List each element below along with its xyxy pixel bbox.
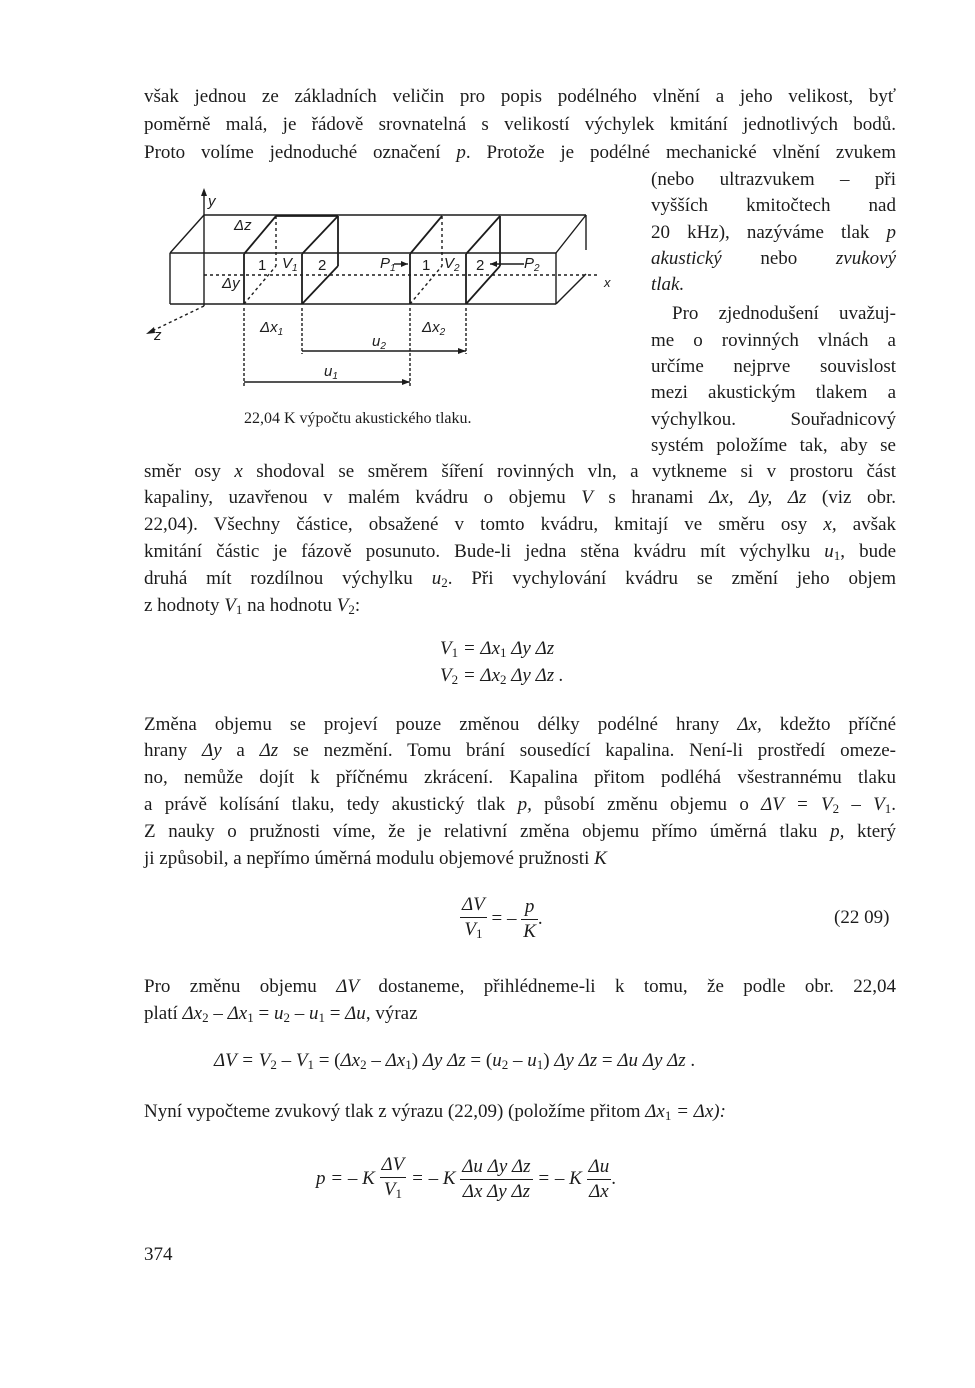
dx2-label: $\Delta x_2$: [422, 319, 446, 338]
x-axis-label: x: [604, 275, 611, 290]
equation-v2: $V_2 = \Delta x_2$ Δy Δz .: [440, 665, 564, 687]
p2-label: $P_2$: [524, 255, 540, 274]
v2-label: $V_2$: [444, 255, 460, 274]
side-text-line: tlak.: [651, 274, 685, 295]
face-2b-label: 2: [476, 257, 485, 274]
text-line: směr osy x shodoval se směrem šíření rovinných vln, a vytkneme si v prostoru část: [144, 461, 896, 482]
text-line: však jednou ze základních veličin pro popis podélného vlnění a jeho velikost, byť: [144, 86, 896, 107]
side-text-line: systém položíme tak, aby se: [651, 435, 896, 456]
text-line: Pro změnu objemu ΔV dostaneme, přihlédneme-li k tomu, že podle obr. 22,04: [144, 976, 897, 997]
v1-label: $V_1$: [282, 255, 298, 274]
side-text-line: výchylkou. Souřadnicový: [651, 409, 896, 430]
face-1b-label: 1: [422, 257, 431, 274]
equation-22-09: $\frac{\Delta V}{V_1}$ = – $\frac{p}{K}$ .: [462, 894, 543, 942]
side-text-line: mezi akustickým tlakem a: [651, 382, 896, 403]
text-line: kapaliny, uzavřenou v malém kvádru o objemu V s hranami Δx, Δy, Δz (viz obr.: [144, 487, 896, 508]
page-number: 374: [144, 1244, 173, 1265]
dy-label: Δy: [222, 275, 240, 292]
text-line: Nyní vypočteme zvukový tlak z výrazu (22,09) (položíme přitom $\Delta x_1 = \Delta x$):: [144, 1101, 726, 1123]
equation-delta-v: $\Delta V = V_2 - V_1 = (\Delta x_2 - \Delta x_1)$ Δy $\Delta z = (u_2 - u_1)$ Δy Δz = Δu Δy Δz .: [214, 1050, 696, 1072]
text-line: ji způsobil, a nepřímo úměrná modulu objemové pružnosti K: [144, 848, 607, 869]
z-axis-label: z: [154, 327, 162, 344]
dx1-label: $\Delta x_1$: [260, 319, 284, 338]
text-line: Proto volíme jednoduché označení p. Protože je podélné mechanické vlnění zvukem: [144, 142, 896, 163]
figure-caption: 22,04 K výpočtu akustického tlaku.: [244, 410, 472, 427]
equation-v1: $V_1 = \Delta x_1$ Δy Δz: [440, 638, 555, 660]
y-axis-label: y: [208, 193, 216, 210]
u1-label: $u_1$: [324, 363, 338, 382]
equation-pressure: p = – K $\frac{\Delta V}{V_1}$ = – K $\frac{\text{Δu Δy Δz}}{\text{Δx Δy Δz}}$ = – K $\frac{\Delta u}{\Delta x}$ .: [316, 1154, 616, 1202]
text-line: no, nemůže dojít k příčnému zkrácení. Kapalina přitom podléhá všestrannému tlaku: [144, 767, 896, 788]
side-text-line: Pro zjednodušení uvažuj-: [672, 303, 896, 324]
face-1a-label: 1: [258, 257, 267, 274]
side-text-line: (nebo ultrazvukem – při: [651, 169, 896, 190]
text-line: Z nauky o pružnosti víme, že je relativní změna objemu přímo úměrná tlaku p, který: [144, 821, 897, 842]
text-line: 22,04). Všechny částice, obsažené v tomto kvádru, kmitají ve směru osy x, avšak: [144, 514, 897, 535]
text-line: a právě kolísání tlaku, tedy akustický tlak p, působí změnu objemu o $\Delta V = V_2 - V_1$.: [144, 794, 897, 816]
text-line: poměrně malá, je řádově srovnatelná s velikostí výchylek kmitání jednotlivých bodů.: [144, 114, 896, 135]
text-line: druhá mít rozdílnou výchylku $u_2$. Při vychylování kvádru se změní jeho objem: [144, 568, 896, 590]
text-line: hrany Δy a Δz se nezmění. Tomu brání sousedící kapalina. Není-li prostředí omeze-: [144, 740, 896, 761]
text-line: platí $\Delta x_2 - \Delta x_1 = u_2 - u_1 = \Delta u$, výraz: [144, 1003, 418, 1025]
equation-number: (22 09): [834, 907, 890, 928]
text-line: z hodnoty $V_1$ na hodnotu $V_2$:: [144, 595, 361, 617]
side-text-line: akustický nebo zvukový: [651, 248, 897, 269]
face-2a-label: 2: [318, 257, 327, 274]
side-text-line: 20 kHz), nazýváme tlak p: [651, 222, 897, 243]
side-text-line: me o rovinných vlnách a: [651, 330, 896, 351]
text-line: kmitání částic je fázově posunuto. Bude-li jedna stěna kvádru mít výchylku $u_1$, bude: [144, 541, 897, 563]
u2-label: $u_2$: [372, 333, 386, 352]
side-text-line: vyšších kmitočtech nad: [651, 195, 896, 216]
side-text-line: určíme nejprve souvislost: [651, 356, 896, 377]
dz-label: Δz: [234, 217, 252, 234]
p1-label: $P_1$: [380, 255, 396, 274]
figure-22-04: [146, 186, 626, 401]
text-line: Změna objemu se projeví pouze změnou délky podélné hrany Δx, kdežto příčné: [144, 714, 897, 735]
